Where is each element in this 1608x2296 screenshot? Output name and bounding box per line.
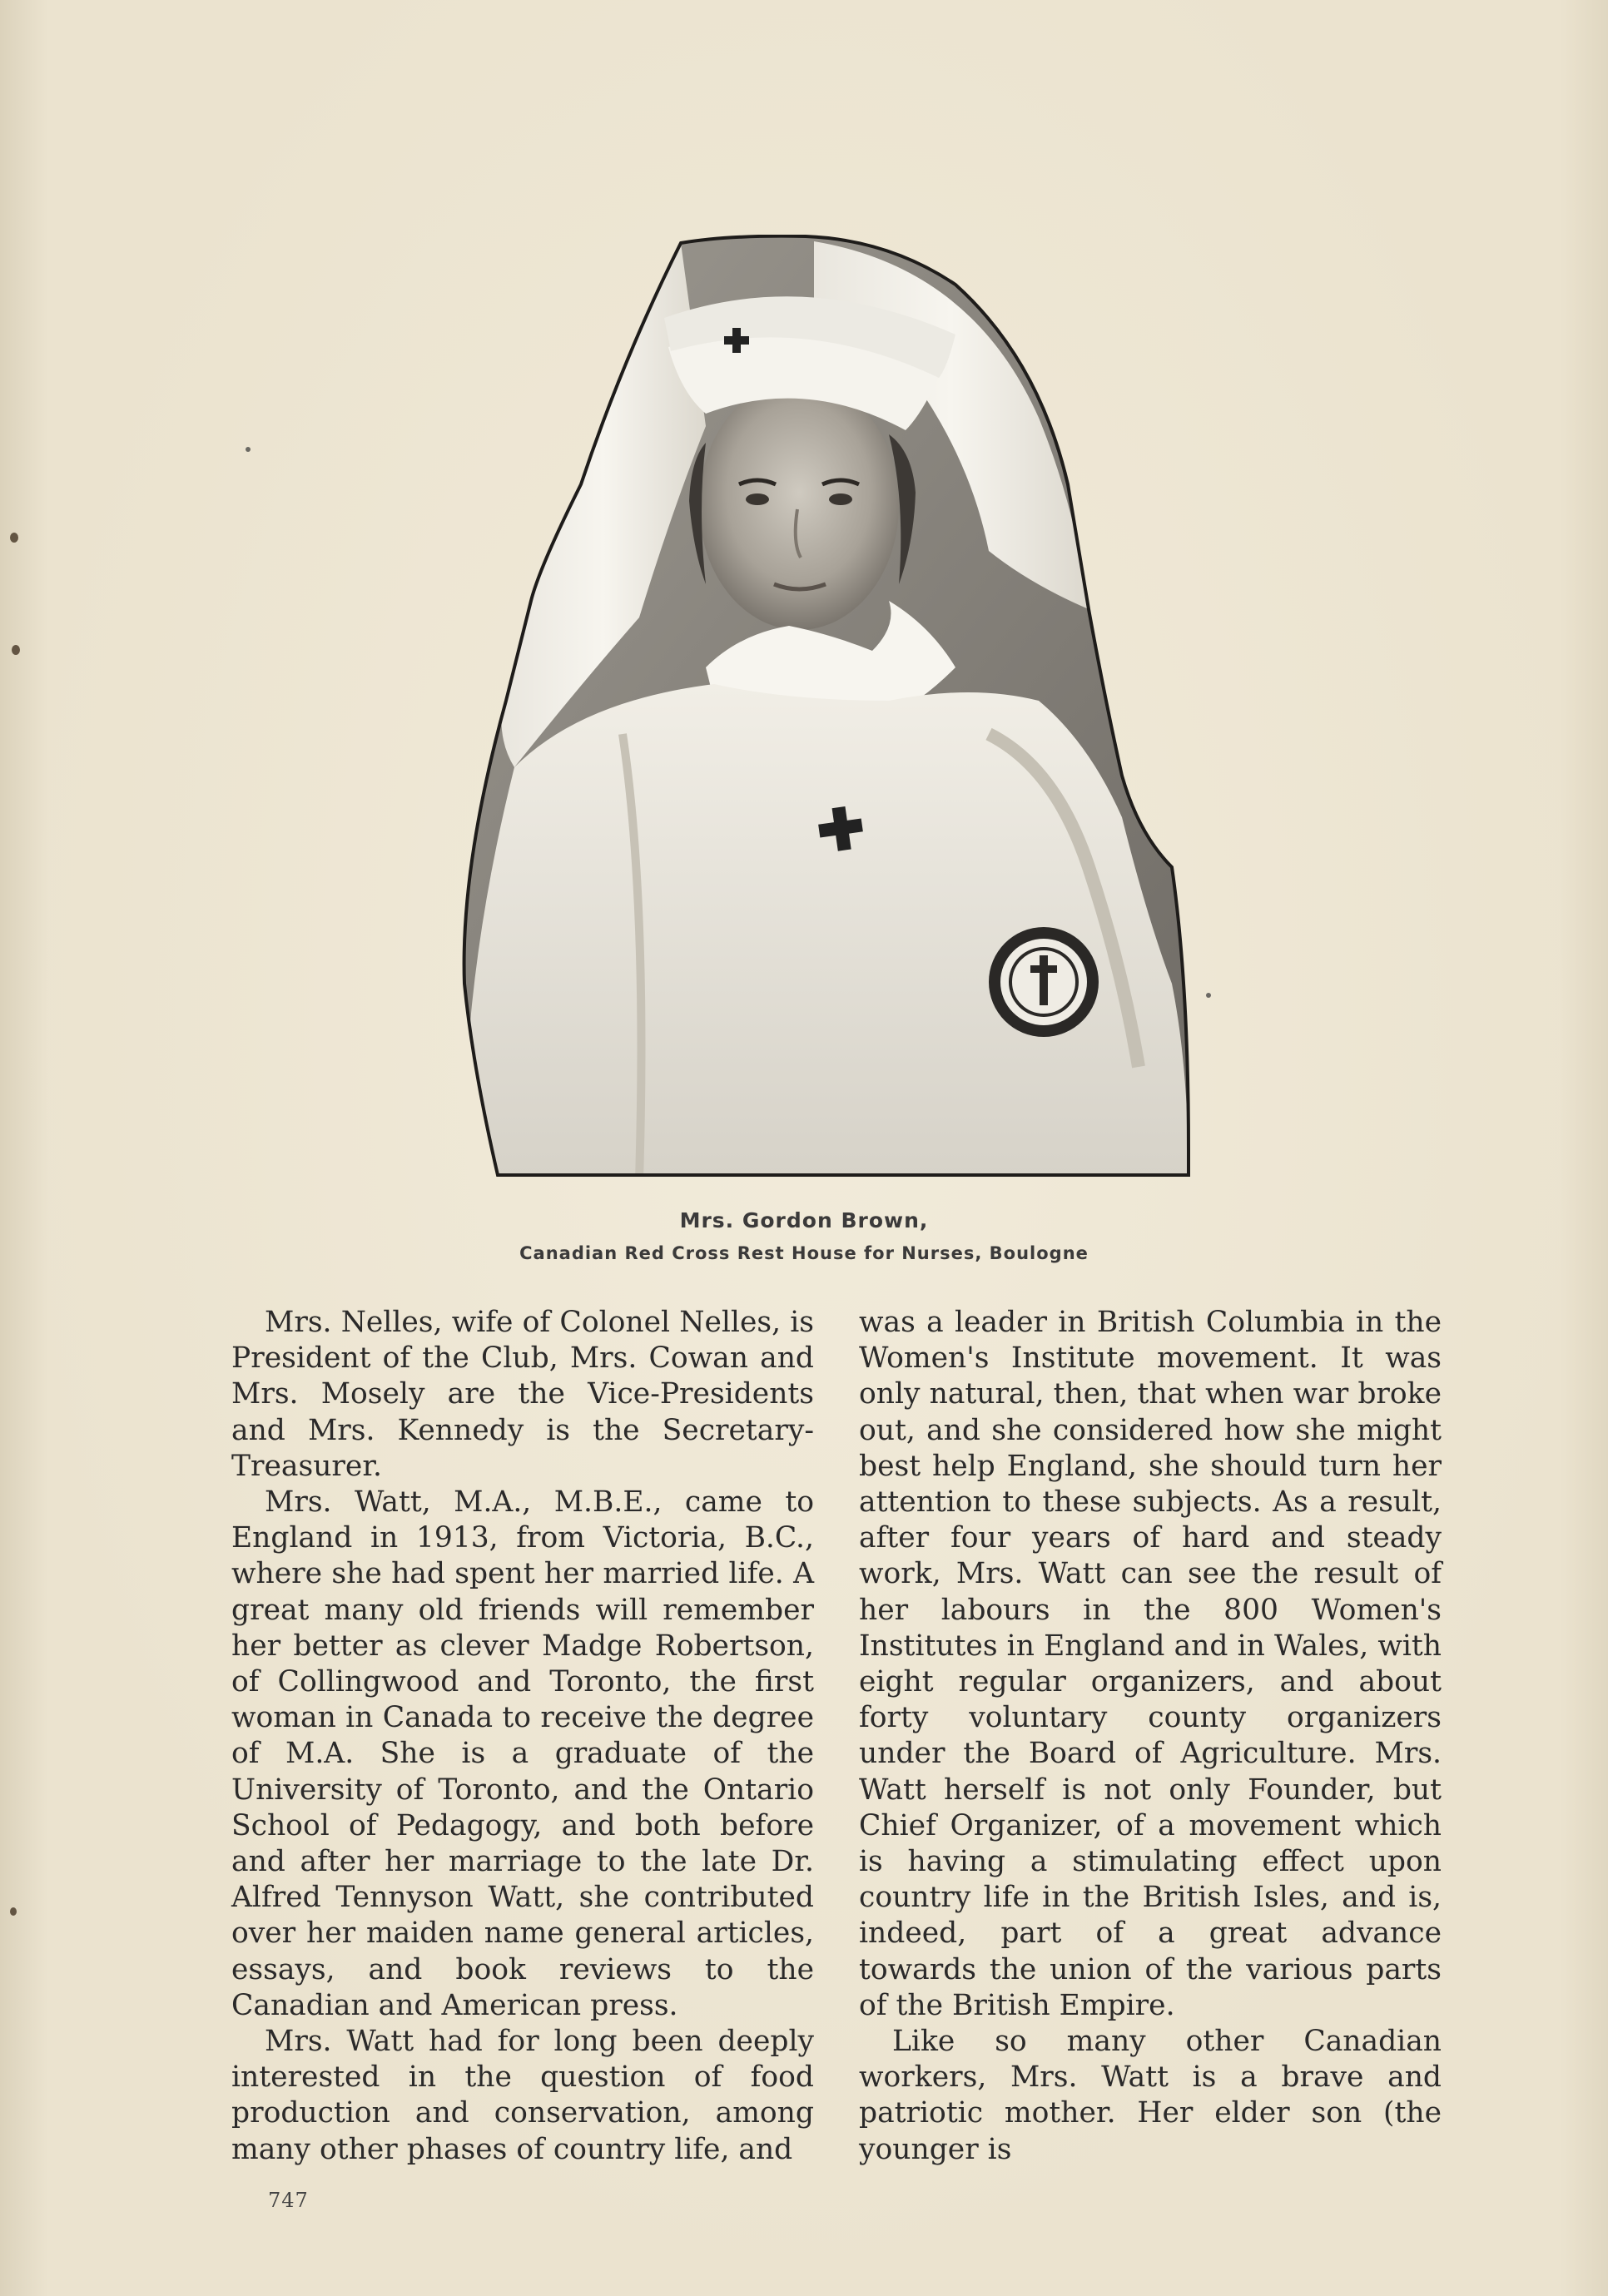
paragraph: Mrs. Watt, M.A., M.B.E., came to England in 1913, from Victoria, B.C., where she had spent her married life. A great many old friends will remember her better as clever Madge Robertson, of Collingwood and Toronto, the first woman in Canada to receive the degree of M.A. She is a graduate of the University of Toronto, and the Ontario School of Pedagogy, and both before and after her marriage to the late Dr. Alfred Tennyson Watt, she contributed over her maiden name general articles, essays, and book reviews to the Canadian and American press.: [231, 1485, 814, 2022]
binding-mark: [12, 645, 20, 655]
print-speck: [246, 447, 251, 452]
print-speck: [1206, 993, 1211, 998]
photo-caption-name: Mrs. Gordon Brown,: [679, 1208, 929, 1232]
nurse-portrait-photo: [456, 235, 1205, 1180]
binding-mark: [10, 1907, 17, 1916]
text-column-left: [231, 1305, 814, 2168]
text-column-right: [859, 1305, 1442, 2168]
paragraph: Mrs. Nelles, wife of Colonel Nelles, is President of the Club, Mrs. Cowan and Mrs. Mosely are the Vice-Presidents and Mrs. Kennedy is the Secretary-Treasurer.: [231, 1306, 814, 1483]
photo-caption-affiliation: Canadian Red Cross Rest House for Nurses, Boulogne: [519, 1243, 1089, 1263]
page-number: 747: [268, 2189, 309, 2212]
binding-mark: [10, 533, 18, 543]
paragraph: was a leader in British Columbia in the Women's Institute movement. It was only natural, then, that when war broke out, and she considered how she might best help England, she should turn her attention to these subjects. As a result, after four years of hard and steady work, Mrs. Watt can see the result of her labours in the 800 Women's Institutes in England and in Wales, with eight regular organizers, and about forty voluntary county organizers under the Board of Agriculture. Mrs. Watt herself is not only Founder, but Chief Organizer, of a movement which is having a stimulating effect upon country life in the British Isles, and is, indeed, part of a great advance towards the union of the various parts of the British Empire.: [859, 1306, 1442, 2022]
paragraph: Mrs. Watt had for long been deeply interested in the question of food production and conservation, among many other phases of country life, and: [231, 2025, 814, 2166]
paragraph: Like so many other Canadian workers, Mrs. Watt is a brave and patriotic mother. Her elder son (the younger is: [859, 2025, 1442, 2166]
